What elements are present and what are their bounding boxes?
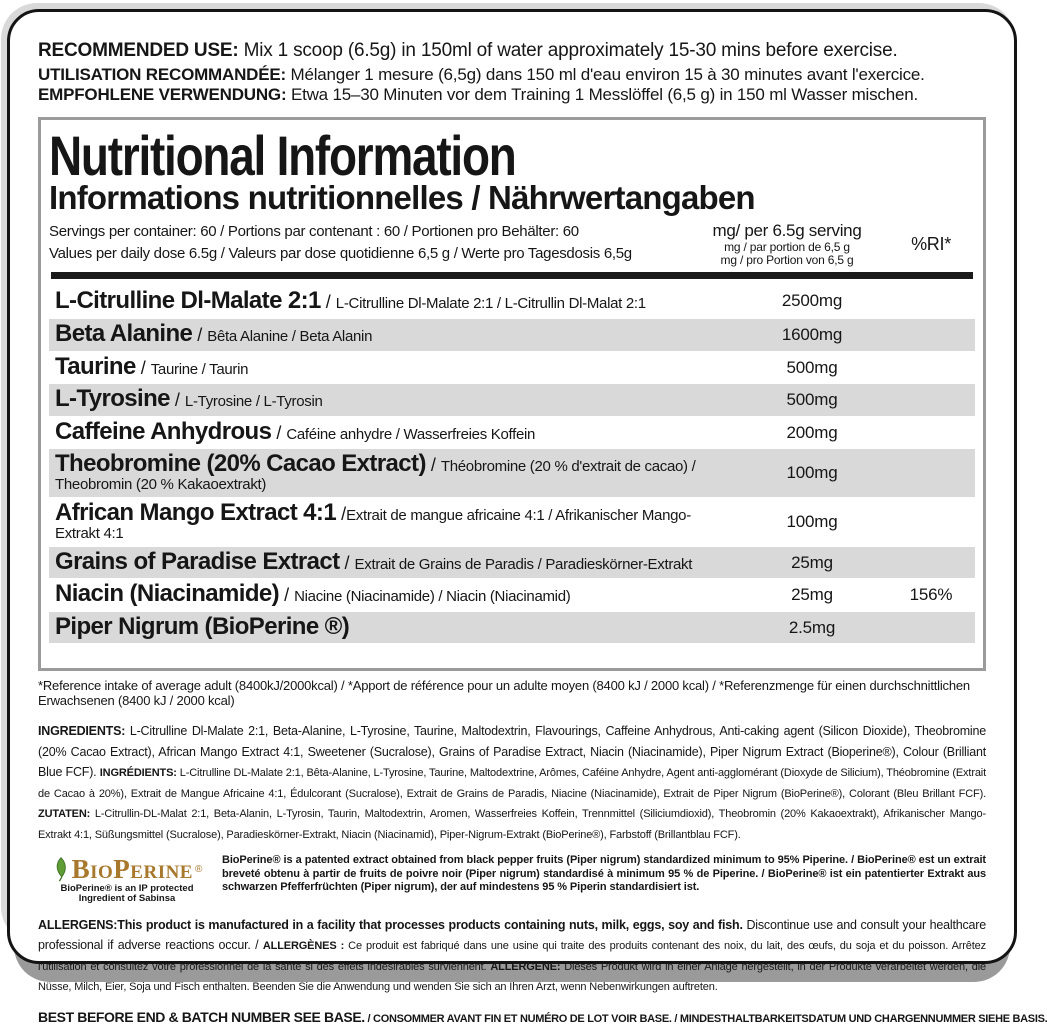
best-before-fr-de: / CONSOMMER AVANT FIN ET NUMÉRO DE LOT VOIR BASE. / MINDESTHALTBARKEITSDATUM UND CHARGENNUMMER SIEHE BASIS. xyxy=(364,1012,1047,1025)
ingredient-translations: Taurine / Taurin xyxy=(150,360,249,378)
ingredient-name-cell xyxy=(55,580,737,609)
amount-cell: 2.5mg xyxy=(788,617,836,637)
table-row-niacin xyxy=(49,579,975,610)
allergens-en-bold: This product is manufactured in a facility that processes products containing nuts, milk, eggs, soy and fish. xyxy=(117,917,743,932)
panel-subtitle: Informations nutritionnelles / Nährwertangaben xyxy=(49,179,755,217)
recommended-use-de-label: EMPFOHLENE VERWENDUNG: xyxy=(38,84,287,104)
ingredients-en-label: INGREDIENTS: xyxy=(38,724,126,739)
ingredients-fr-text: L-Citrulline DL-Malate 2:1, Bêta-Alanine, L-Tyrosine, Taurine, Maltodextrine, Arômes, Caféine Anhydre, Agent anti-agglomérant (Dioxyde de Silicium), Théobromine (Extrait de Cacao à 20%), Extrait de Mangue Africaine 4:1, Édulcorant (Sucralose), Extrait de Grains de Paradis, Niacine (Niacinamide), Extrait de Piper Nigrum (BioPerine®), Colorant (Bleu Brillant FCF). xyxy=(38,767,986,800)
ingredients-en-text: L-Citrulline Dl-Malate 2:1, Beta-Alanine, L-Tyrosine, Taurine, Maltodextrin, Flavourings, Caffeine Anhydrous, Anti-caking agent (Silicon Dioxide), Theobromine (20% Cacao Extract), African Mango Extract 4:1, Sweetener (Sucralose), Grains of Paradise Extract, Niacin (Niacinamide), Piper Nigrum Extract (Bioperine®), Colour (Brilliant Blue FCF). xyxy=(38,724,986,780)
separator: / xyxy=(169,390,185,411)
allergens-en-label: ALLERGENS: xyxy=(38,917,118,932)
ingredient-translations: Niacine (Niacinamide) / Niacin (Niacinamid) xyxy=(294,588,571,606)
separator: / xyxy=(135,357,151,378)
panel-title: Nutritional Information xyxy=(49,123,516,187)
recommended-use-de-text: Etwa 15–30 Minuten vor dem Training 1 Messlöffel (6,5 g) in 150 ml Wasser mischen. xyxy=(286,84,919,104)
allergens-section xyxy=(38,915,986,997)
amount-header-de: mg / pro Portion von 6,5 g xyxy=(720,253,854,268)
ingredients-section xyxy=(38,721,986,844)
recommended-use-en xyxy=(38,40,986,63)
allergens-de-text: Dieses Produkt wird in einer Anlage hergestellt, in der Produkte verarbeitet werden, die Nüsse, Milch, Eier, Soja und Fisch enthalten. Beenden Sie die Anwendung und wenden Sie sich an Ihren Arzt, wenn Nebenwirkungen auftreten. xyxy=(38,960,986,994)
amount-cell: 25mg xyxy=(791,585,833,605)
ingredient-name-cell xyxy=(55,353,737,382)
amount-header-en: mg/ per 6.5g serving xyxy=(712,221,862,241)
bioperine-description: BioPerine® is a patented extract obtained from black pepper fruits (Piper nigrum) standardized minimum to 95% Piperine. / BioPerine® est un extrait breveté obtenu à partir de fruits de poivre noir (Piper nigrum) standardisé à minimum 95 % de Piperine. / BioPerine® ist ein patentierter Extrakt aus schwarzen Pfefferfrüchten (Piper nigrum), der auf mindestens 95 % Piperin standardisiert ist. xyxy=(222,853,986,894)
ingredient-translations: L-Tyrosine / L-Tyrosin xyxy=(184,393,323,411)
bioperine-wordmark: BioPerine xyxy=(71,853,193,884)
ingredient-name: Theobromine (20% Cacao Extract) xyxy=(55,450,426,478)
allergens-fr-text: Ce produit est fabriqué dans une usine qui traite des produits contenant des noix, du lait, des œufs, du soja et du poisson. Arrêtez l'utilisation et consultez votre professionnel de la santé si des effets indésirables surviennent. xyxy=(38,940,986,973)
ingredient-name: Niacin (Niacinamide) xyxy=(55,580,280,608)
reference-intake-footnote: *Reference intake of average adult (8400kJ/2000kcal) / *Apport de référence pour un adulte moyen (8400 kJ / 2000 kcal) / *Referenzmenge für einen durchschnittlichen Erwachsenen (8400 kJ / 2000 kcal) xyxy=(38,678,970,709)
ingredient-translations: L-Citrulline Dl-Malate 2:1 / L-Citrullin Dl-Malat 2:1 xyxy=(335,294,646,312)
amount-cell: 100mg xyxy=(786,511,838,531)
ingredient-name-cell xyxy=(55,613,737,642)
recommended-use-en-text: Mix 1 scoop (6.5g) in 150ml of water approximately 15-30 mins before exercise. xyxy=(238,40,898,61)
ingredient-translations: Caféine anhydre / Wasserfreies Koffein xyxy=(286,425,536,443)
ingredient-translations: Bêta Alanine / Beta Alanin xyxy=(207,328,373,346)
ingredient-name: L-Citrulline Dl-Malate 2:1 xyxy=(55,286,321,314)
amount-cell: 200mg xyxy=(786,422,838,442)
ingredient-name-cell xyxy=(55,548,737,577)
ingredient-name: Beta Alanine xyxy=(55,320,193,348)
recommended-use-fr-text: Mélanger 1 mesure (6,5g) dans 150 ml d'eau environ 15 à 30 minutes avant l'exercice. xyxy=(285,64,925,84)
ingredient-translations: Extrait de mangue africaine 4:1 / Afrikanischer Mango-Extrakt 4:1 xyxy=(55,507,691,542)
amount-column-header xyxy=(687,221,887,267)
amount-cell: 500mg xyxy=(786,357,838,377)
best-before-en: BEST BEFORE END & BATCH NUMBER SEE BASE. xyxy=(38,1008,365,1025)
best-before-line xyxy=(38,1008,1047,1027)
allergens-de-label: ALLERGENE: xyxy=(490,960,561,973)
ingredient-name-cell xyxy=(55,450,737,496)
table-row-piper-nigrum xyxy=(49,612,975,643)
recommended-use-fr-de xyxy=(38,65,986,105)
ingredient-name: Taurine xyxy=(55,352,136,380)
table-row-theobromine xyxy=(49,449,975,497)
ingredients-de-label: ZUTATEN: xyxy=(38,808,91,821)
ingredients-de-text: L-Citrullin-DL-Malat 2:1, Beta-Alanin, L-Tyrosin, Taurin, Maltodextrin, Aromen, Wasserfreies Koffein, Trennmittel (Siliciumdioxid), Theobromin (20% Kakaoextrakt), Afrikanischer Mango-Extrakt 4:1, Süßungsmittel (Sucralose), Paradieskörner-Extrakt, Niacin (Niacinamid), Piper-Nigrum-Extrakt (BioPerine®), Farbstoff (Brillantblau FCF). xyxy=(38,808,986,841)
ingredients-fr-label: INGRÉDIENTS: xyxy=(99,767,177,780)
recommended-use-en-label: RECOMMENDED USE: xyxy=(38,40,239,61)
amount-header-fr: mg / par portion de 6,5 g xyxy=(724,240,850,255)
ri-cell: 156% xyxy=(909,585,953,605)
separator: / xyxy=(192,325,208,346)
header-divider-bar xyxy=(51,272,973,279)
ingredient-name-cell xyxy=(55,418,737,447)
ingredient-name: Piper Nigrum (BioPerine ®) xyxy=(55,612,350,640)
recommended-use-fr-label: UTILISATION RECOMMANDÉE: xyxy=(38,64,286,84)
amount-cell: 500mg xyxy=(786,390,838,410)
amount-cell: 25mg xyxy=(791,552,833,572)
bioperine-logo xyxy=(38,854,216,905)
table-row-tyrosine xyxy=(49,384,975,415)
panel-header-row xyxy=(49,221,975,267)
panel-bottom-gap xyxy=(49,644,975,656)
servings-info xyxy=(49,221,687,267)
servings-line1: Servings per container: 60 / Portions par contenant : 60 / Portionen pro Behälter: 60 xyxy=(49,223,579,241)
allergens-en-rest: Discontinue use and consult your healthcare professional if adverse reactions occur. / xyxy=(38,917,986,953)
recommended-use-section xyxy=(38,40,986,105)
separator: / xyxy=(339,552,355,573)
servings-line2: Values per daily dose 6.5g / Valeurs par dose quotidienne 6,5 g / Werte pro Tagesdosis 6,5g xyxy=(49,244,632,262)
ingredient-name-cell xyxy=(55,385,737,414)
allergens-fr-label: ALLERGÈNES : xyxy=(262,940,345,953)
ingredient-name: Grains of Paradise Extract xyxy=(55,547,340,575)
ri-column-header: %RI* xyxy=(911,233,951,254)
separator: / xyxy=(336,504,347,525)
table-row-grains-of-paradise xyxy=(49,547,975,578)
amount-cell: 100mg xyxy=(786,463,838,483)
amount-cell: 1600mg xyxy=(781,325,843,345)
ingredient-name: African Mango Extract 4:1 xyxy=(55,499,337,527)
ingredient-name-cell xyxy=(55,320,737,349)
table-row-caffeine xyxy=(49,417,975,448)
ingredient-name: L-Tyrosine xyxy=(55,385,170,413)
separator: / xyxy=(271,422,287,443)
table-row-african-mango xyxy=(49,498,975,546)
leaf-icon xyxy=(52,856,70,882)
amount-cell: 2500mg xyxy=(781,291,843,311)
ingredient-translations: Extrait de Grains de Paradis / Paradieskörner-Extrakt xyxy=(354,555,693,573)
supplement-label xyxy=(7,9,1047,1025)
registered-mark-icon: ® xyxy=(194,863,203,875)
ingredient-name: Caffeine Anhydrous xyxy=(55,417,272,445)
nutrition-panel xyxy=(38,117,986,671)
ingredient-translations: Théobromine (20 % d'extrait de cacao) / Theobromin (20 % Kakaoextrakt) xyxy=(55,458,696,493)
separator: / xyxy=(425,455,441,476)
bioperine-logo-caption: BioPerine® is an IP protected Ingredient of Sabinsa xyxy=(60,882,194,905)
ingredient-name-cell xyxy=(55,287,737,316)
table-row-beta-alanine xyxy=(49,319,975,350)
separator: / xyxy=(279,585,295,606)
bioperine-logo-line xyxy=(38,853,216,884)
ingredient-name-cell xyxy=(55,499,737,545)
table-row-citrulline xyxy=(49,284,975,318)
separator: / xyxy=(320,291,336,312)
table-row-taurine xyxy=(49,352,975,383)
bioperine-section xyxy=(38,854,986,905)
